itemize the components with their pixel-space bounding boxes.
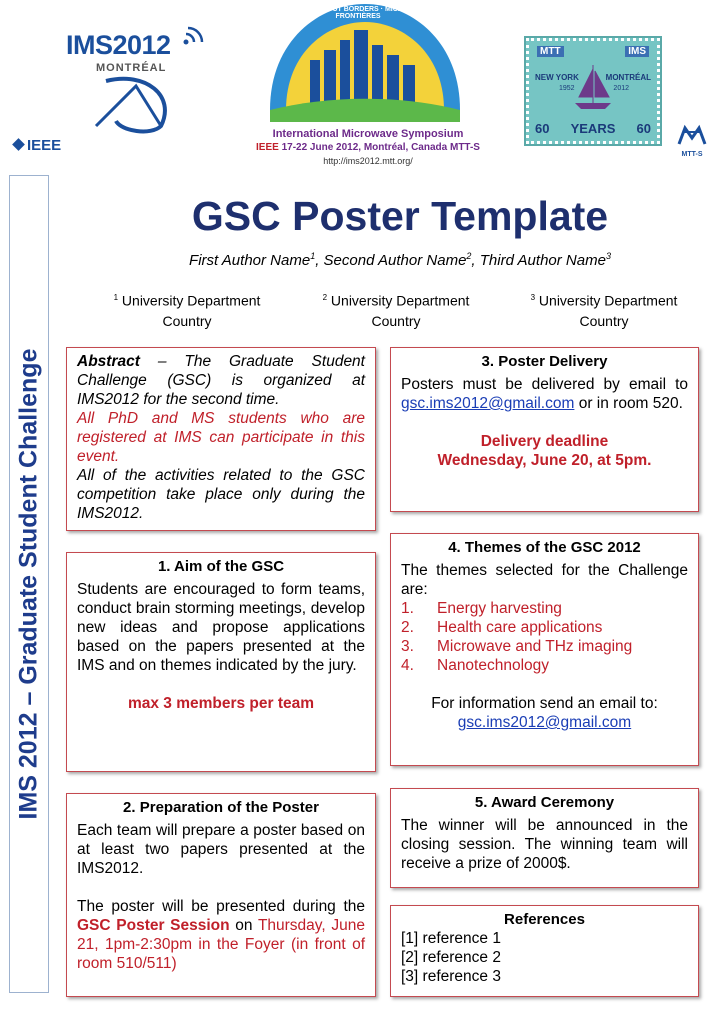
- symposium-name: International Microwave Symposium: [272, 128, 464, 140]
- affiliation-dept: University Department: [330, 292, 470, 309]
- aim-heading: 1. Aim of the GSC: [157, 558, 285, 575]
- affiliation-sup: 2: [322, 293, 328, 302]
- theme-label: Energy harvesting: [437, 600, 562, 617]
- ims-logo-city: MONTRÉAL: [96, 62, 167, 74]
- reference-item: [3] reference 3: [401, 968, 501, 985]
- symposium-ieee: IEEE: [256, 142, 279, 153]
- stamp-sixty-left: 60: [535, 121, 550, 136]
- preparation-body-1: Each team will prepare a poster based on at least two papers presented at the IMS2012.: [77, 822, 365, 877]
- references-box: [390, 905, 699, 997]
- author-3-sup: 3: [605, 251, 611, 261]
- theme-number: 1.: [401, 600, 414, 617]
- themes-heading: 4. Themes of the GSC 2012: [448, 539, 641, 556]
- stamp-years: YEARS: [570, 121, 616, 136]
- affiliation-1: [97, 288, 277, 331]
- author-1-sup: 1: [310, 251, 316, 261]
- side-banner-text: IMS 2012 – Graduate Student Challenge: [14, 348, 43, 820]
- themes-list: [401, 599, 688, 675]
- ieee-logo: [14, 137, 61, 154]
- stamp-ims: IMS: [625, 46, 649, 57]
- stamp-year-1952: 1952: [559, 85, 575, 92]
- authors-line: [100, 251, 700, 269]
- abstract-box: [66, 347, 376, 531]
- symposium-dates: [248, 142, 488, 153]
- aim-body: Students are encouraged to form teams, conduct brain storming meetings, develop new ideas and propose applications based on the papers presented at the IMS and on themes indicated by the jury.: [77, 581, 365, 674]
- delivery-deadline-label: Delivery deadline: [480, 433, 609, 450]
- mtts-logo: [672, 124, 712, 158]
- mtts-logo-text: MTT-S: [681, 151, 703, 158]
- poster-session-label: GSC Poster Session: [77, 917, 230, 934]
- reference-item: [2] reference 2: [401, 949, 501, 966]
- theme-number: 2.: [401, 619, 414, 636]
- stamp-year-2012: 2012: [613, 85, 629, 92]
- author-3: Third Author Name: [479, 252, 606, 269]
- 60-years-stamp: [526, 38, 660, 144]
- author-2: Second Author Name: [323, 252, 467, 269]
- themes-info: For information send an email to:: [431, 695, 658, 712]
- affiliation-sup: 1: [113, 293, 119, 302]
- ims-logo-title: IMS2012: [66, 30, 171, 60]
- reference-item: [1] reference 1: [401, 930, 501, 947]
- affiliation-country: Country: [162, 312, 212, 329]
- award-box: [390, 788, 699, 888]
- themes-box: [390, 533, 699, 766]
- poster-header: [0, 0, 720, 175]
- delivery-text-start: Posters must be delivered by email to: [401, 376, 688, 393]
- delivery-box: [390, 347, 699, 512]
- delivery-deadline: Wednesday, June 20, at 5pm.: [437, 452, 652, 469]
- references-heading: References: [504, 911, 585, 928]
- stamp-montreal: MONTRÉAL: [605, 73, 651, 82]
- preparation-body-2: [77, 897, 365, 973]
- delivery-email-link[interactable]: gsc.ims2012@gmail.com: [401, 395, 575, 412]
- stamp-new-york: NEW YORK: [535, 73, 579, 82]
- abstract-text-3: All of the activities related to the GSC competition take place only during the IMS2012.: [77, 467, 365, 522]
- aim-box: [66, 552, 376, 772]
- mtts-emblem-icon: [677, 124, 707, 146]
- symposium-date-text: 17-22 June 2012, Montréal, Canada: [281, 142, 448, 153]
- theme-item: [401, 656, 688, 675]
- theme-item: [401, 637, 688, 656]
- theme-number: 4.: [401, 657, 414, 674]
- themes-intro: The themes selected for the Challenge are:: [401, 562, 688, 598]
- preparation-on: on: [229, 917, 258, 934]
- theme-item: [401, 599, 688, 618]
- author-1: First Author Name: [189, 252, 311, 269]
- author-sep: ,: [315, 252, 324, 269]
- affiliation-dept: University Department: [538, 292, 678, 309]
- ieee-diamond-icon: [12, 138, 25, 151]
- author-2-sup: 2: [466, 251, 472, 261]
- ims-symposium-logo: [240, 0, 490, 175]
- preparation-heading: 2. Preparation of the Poster: [123, 799, 319, 816]
- affiliation-2: [306, 288, 486, 331]
- ims2012-logo: [66, 26, 216, 136]
- award-body: The winner will be announced in the closing session. The winning team will receive a prize of 2000$.: [401, 817, 688, 872]
- logo-arc-text: MICROWAVES WITHOUT BORDERS · MICRO-ONDES SANS FRONTIÈRES: [259, 6, 457, 20]
- affiliation-country: Country: [579, 312, 629, 329]
- delivery-text-end: or in room 520.: [574, 395, 683, 412]
- theme-number: 3.: [401, 638, 414, 655]
- sailboat-icon: [573, 63, 613, 111]
- symposium-url: http://ims2012.mtt.org/: [323, 156, 413, 166]
- affiliation-dept: University Department: [121, 292, 261, 309]
- abstract-p1: [77, 352, 365, 409]
- preparation-box: [66, 793, 376, 997]
- stamp-sixty-right: 60: [636, 121, 651, 136]
- abstract-text-2: All PhD and MS students who are registered at IMS can participate in this event.: [77, 410, 365, 465]
- delivery-heading: 3. Poster Delivery: [481, 353, 608, 370]
- theme-label: Microwave and THz imaging: [437, 638, 633, 655]
- author-sep: ,: [471, 252, 480, 269]
- ieee-logo-text: IEEE: [27, 137, 62, 154]
- poster-title: GSC Poster Template: [191, 193, 609, 239]
- theme-label: Nanotechnology: [437, 657, 550, 674]
- affiliation-country: Country: [371, 312, 421, 329]
- award-heading: 5. Award Ceremony: [474, 794, 615, 811]
- abstract-text-1: – The Graduate Student Challenge (GSC) is organized at IMS2012 for the second time.: [77, 353, 365, 408]
- stamp-mtt: MTT: [537, 46, 564, 57]
- symposium-mtts: MTT-S: [449, 142, 480, 153]
- poster-session-when: Thursday, June 21, 1pm-2:30pm in the Foyer (in front of room 510/511): [77, 917, 365, 972]
- affiliation-sup: 3: [530, 293, 536, 302]
- abstract-label: Abstract: [77, 353, 140, 370]
- affiliation-3: [514, 288, 694, 331]
- theme-item: [401, 618, 688, 637]
- theme-label: Health care applications: [437, 619, 603, 636]
- delivery-body: [401, 375, 688, 413]
- preparation-text: The poster will be presented during the: [77, 898, 365, 915]
- aim-note: max 3 members per team: [127, 695, 315, 712]
- themes-email-link[interactable]: gsc.ims2012@gmail.com: [457, 714, 632, 731]
